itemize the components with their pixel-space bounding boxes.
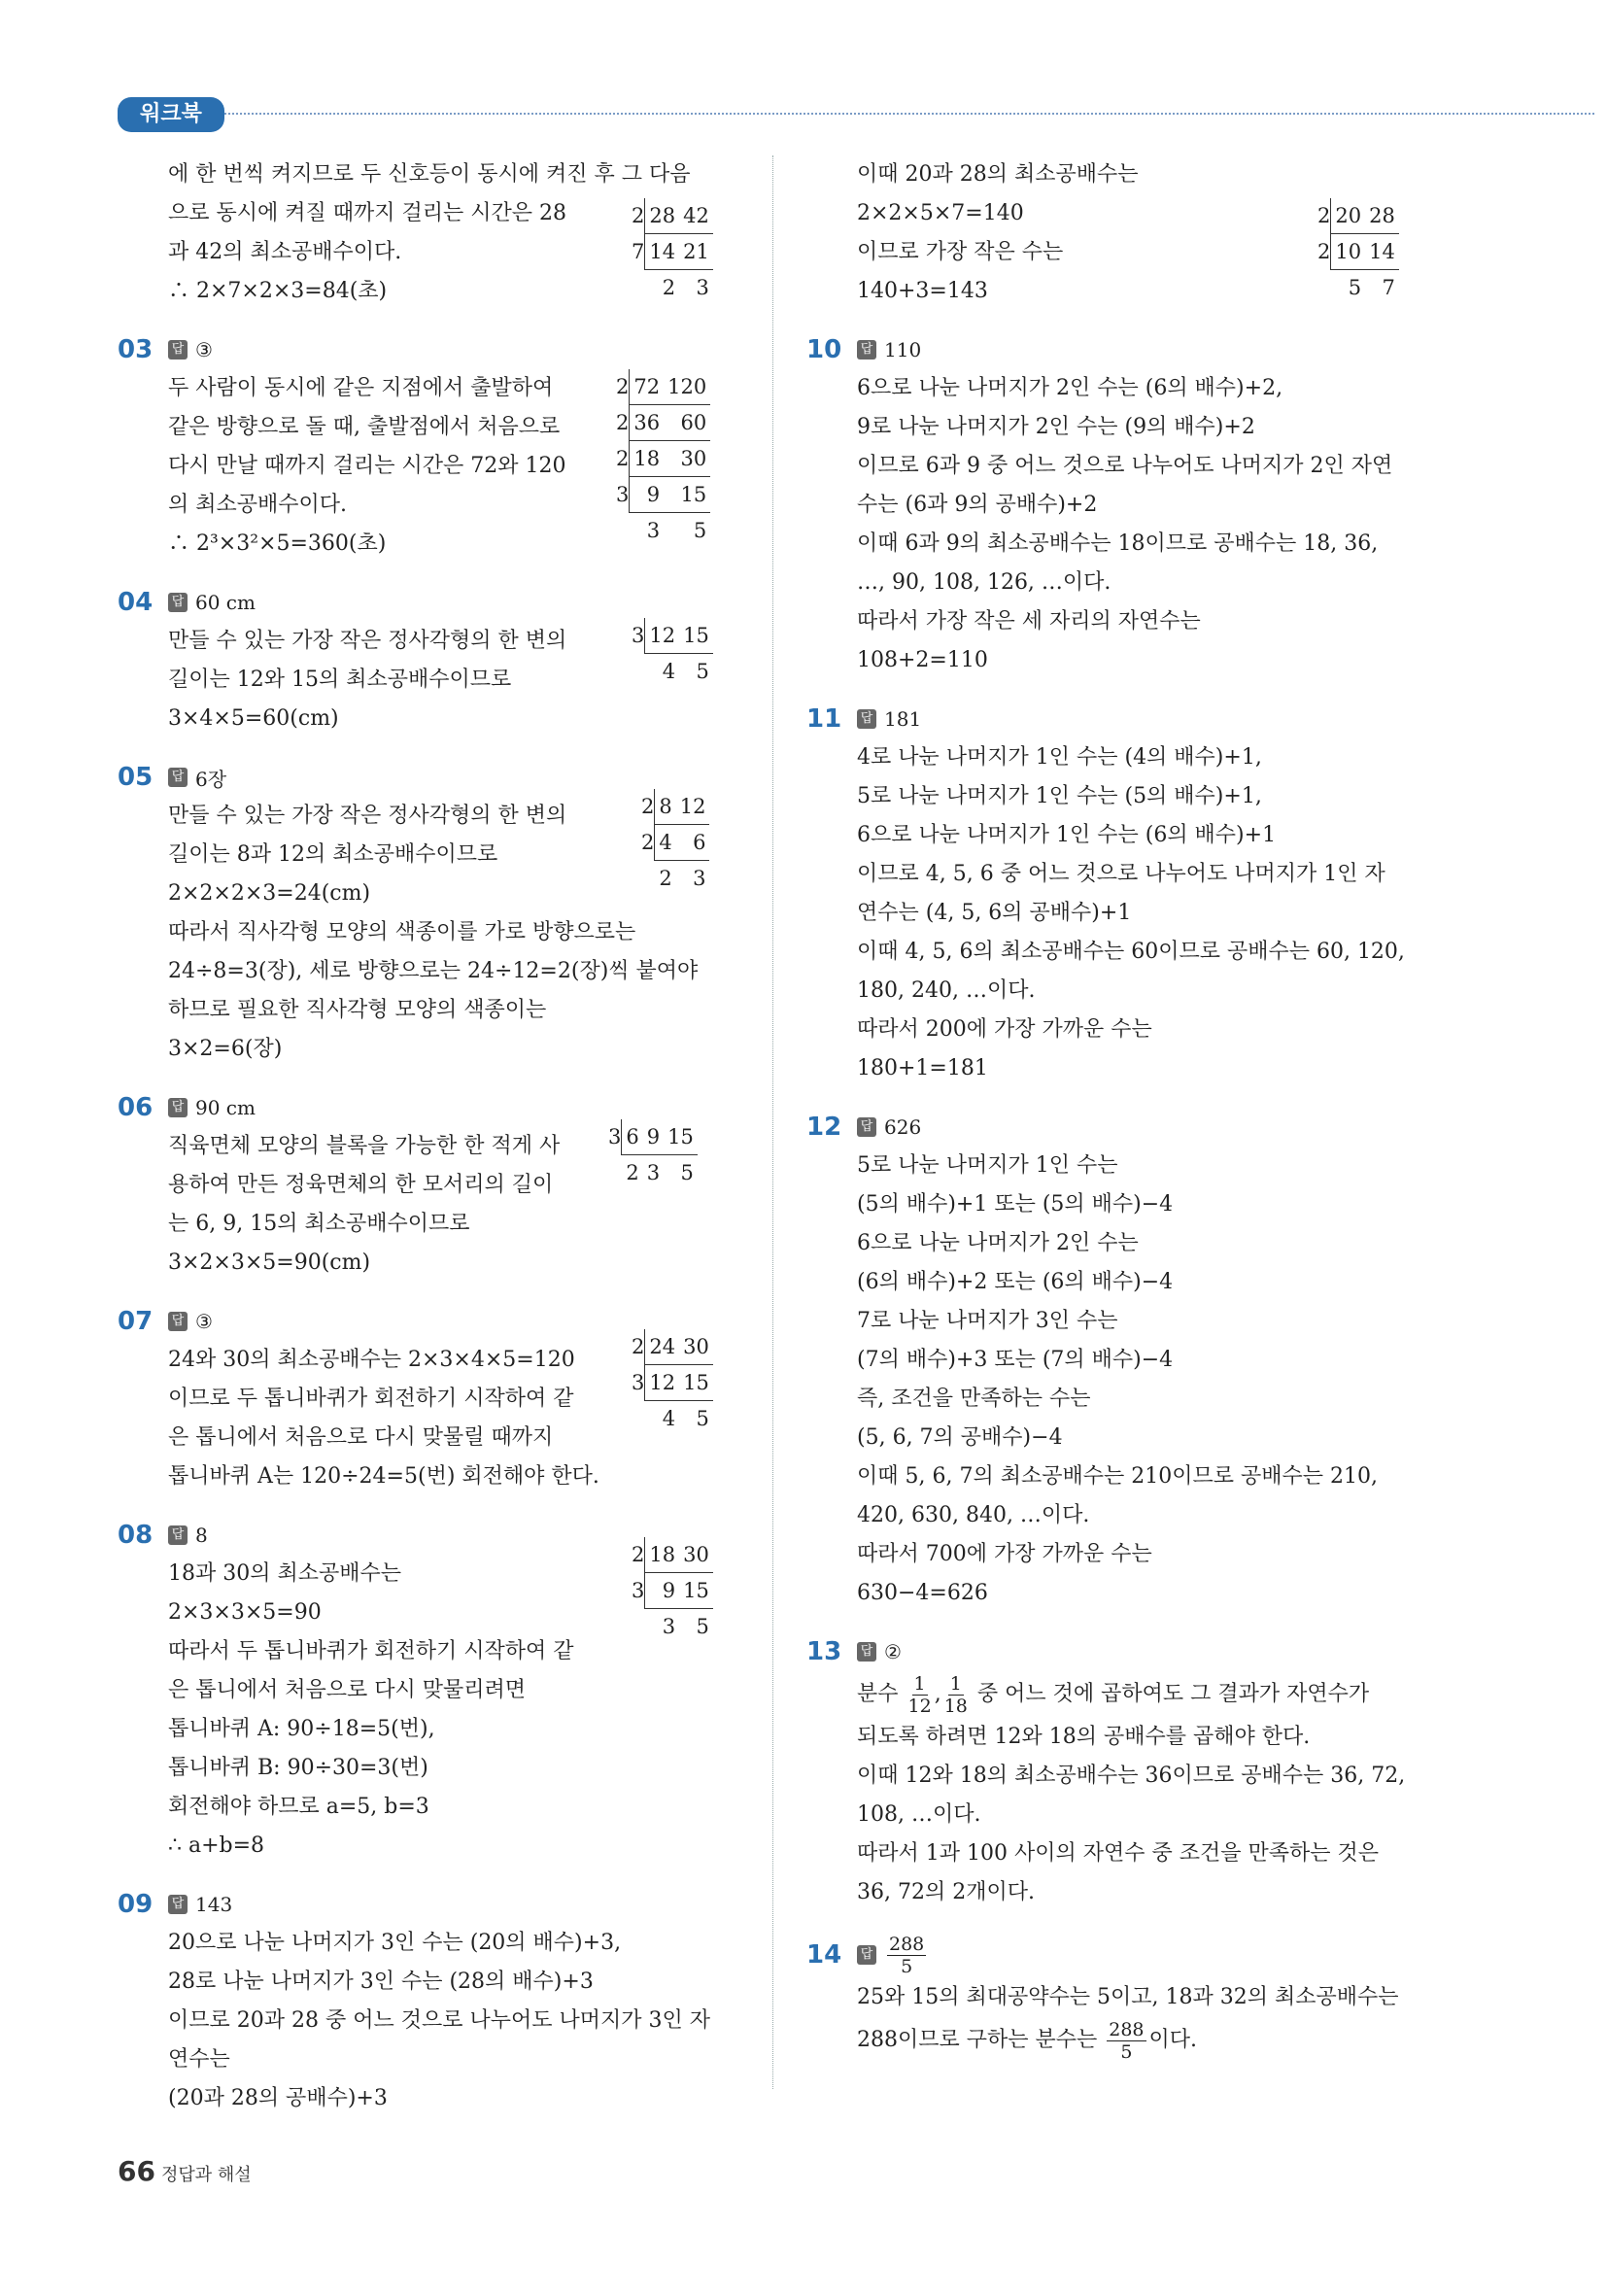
quotient-cell: 5 xyxy=(696,1615,709,1638)
denominator: 18 xyxy=(943,1695,968,1717)
quotient-cell: 24 xyxy=(645,1329,679,1365)
problem-number: 06 xyxy=(118,1093,154,1122)
solution-line: 630−4=626 xyxy=(857,1581,988,1605)
divisor: 2 xyxy=(632,204,645,228)
solution-line: 4로 나눈 나머지가 1인 수는 (4의 배수)+1, xyxy=(857,745,1262,770)
solution-line: 140+3=143 xyxy=(857,279,988,303)
answer-icon: 답 xyxy=(168,1895,188,1914)
solution-line: 28로 나눈 나머지가 3인 수는 (28의 배수)+3 xyxy=(168,1970,594,1994)
answer-icon: 답 xyxy=(857,340,876,360)
quotient-cell: 12 xyxy=(645,1365,679,1401)
quotient-cell: 30 xyxy=(679,1537,713,1573)
answer: ② xyxy=(884,1640,902,1663)
solution-line: 두 사람이 동시에 같은 지점에서 출발하여 xyxy=(168,376,554,400)
answer: 143 xyxy=(195,1893,233,1916)
answer-icon: 답 xyxy=(168,340,188,360)
solution-line: 20으로 나눈 나머지가 3인 수는 (20의 배수)+3, xyxy=(168,1931,622,1955)
quotient-cell: 6 xyxy=(622,1119,643,1155)
denominator: 12 xyxy=(907,1695,932,1717)
division-table xyxy=(628,618,713,689)
problem-14 xyxy=(806,1932,1428,2064)
division-ladder xyxy=(628,198,713,305)
problem-11 xyxy=(806,700,1428,1088)
solution-line: 용하여 만든 정육면체의 한 모서리의 길이 xyxy=(168,1173,554,1197)
problem-number: 10 xyxy=(806,335,842,364)
solution-line: 의 최소공배수이다. xyxy=(168,493,348,517)
solution-line: 이므로 4, 5, 6 중 어느 것으로 나누어도 나머지가 1인 자 xyxy=(857,862,1385,886)
quotient-cell: 21 xyxy=(679,234,713,270)
problem-number: 11 xyxy=(806,704,842,734)
solution-line: 으로 동시에 켜질 때까지 걸리는 시간은 28 xyxy=(168,201,566,225)
solution-line: 이때 4, 5, 6의 최소공배수는 60이므로 공배수는 60, 120, xyxy=(857,940,1405,964)
quotient-cell: 6 xyxy=(676,825,710,861)
divisor: 3 xyxy=(632,624,645,648)
quotient-cell: 5 xyxy=(696,1407,709,1430)
answer-icon: 답 xyxy=(168,1312,188,1331)
numerator: 288 xyxy=(889,1933,925,1955)
solution-line: (20과 28의 공배수)+3 xyxy=(168,2086,388,2110)
divisor: 2 xyxy=(641,831,655,854)
solution-line: 따라서 직사각형 모양의 색종이를 가로 방향으로는 xyxy=(168,920,636,944)
solution-line: 만들 수 있는 가장 작은 정사각형의 한 변의 xyxy=(168,804,567,828)
problem-number: 04 xyxy=(118,588,154,617)
solution-line: 과 42의 최소공배수이다. xyxy=(168,240,402,264)
quotient-cell: 36 xyxy=(630,405,664,441)
solution-line: 은 톱니에서 처음으로 다시 맞물릴 때까지 xyxy=(168,1425,554,1450)
quotient-cell: 10 xyxy=(1331,234,1365,270)
quotient-cell: 5 xyxy=(696,660,709,683)
quotient-cell: 3 xyxy=(693,867,706,890)
division-table xyxy=(604,1119,698,1190)
denominator: 5 xyxy=(1120,2040,1133,2063)
solution-line: 36, 72의 2개이다. xyxy=(857,1880,1035,1904)
answer: ③ xyxy=(195,338,213,361)
solution-line: 2×2×5×7=140 xyxy=(857,201,1024,225)
solution-line: 따라서 가장 작은 세 자리의 자연수는 xyxy=(857,609,1201,634)
divisor: 3 xyxy=(632,1371,645,1394)
divisor: 3 xyxy=(632,1579,645,1602)
quotient-cell: 2 xyxy=(662,276,676,299)
answer-icon: 답 xyxy=(168,1098,188,1117)
solution-line: 108+2=110 xyxy=(857,648,988,672)
solution-line: (7의 배수)+3 또는 (7의 배수)−4 xyxy=(857,1348,1174,1372)
solution-line xyxy=(806,2017,1428,2064)
text: 분수 xyxy=(857,1682,906,1706)
answer: 110 xyxy=(884,338,922,361)
divisor: 2 xyxy=(632,1543,645,1567)
quotient-cell: 28 xyxy=(1365,198,1399,234)
divisor xyxy=(604,1155,622,1191)
separator: , xyxy=(934,1682,941,1706)
division-table xyxy=(637,789,709,896)
solution-line: 연수는 xyxy=(168,2047,230,2072)
quotient-cell: 15 xyxy=(679,1365,713,1401)
quotient-cell: 3 xyxy=(662,1615,676,1638)
solution-line xyxy=(806,1671,1428,1718)
solution-line: 3×2×3×5=90(cm) xyxy=(168,1251,371,1275)
quotient-cell: 20 xyxy=(1331,198,1365,234)
solution-line: (6의 배수)+2 또는 (6의 배수)−4 xyxy=(857,1270,1174,1294)
division-ladder xyxy=(628,618,713,689)
solution-line: 은 톱니에서 처음으로 다시 맞물리려면 xyxy=(168,1678,527,1702)
quotient-cell: 5 xyxy=(693,519,707,542)
solution-line: 3×2=6(장) xyxy=(168,1037,283,1061)
quotient-cell: 4 xyxy=(662,660,676,683)
answer: 8 xyxy=(195,1524,208,1547)
answer: 181 xyxy=(884,707,922,731)
divisor: 2 xyxy=(616,447,630,470)
divisor: 7 xyxy=(632,240,645,263)
solution-line: 이때 6과 9의 최소공배수는 18이므로 공배수는 18, 36, xyxy=(857,531,1379,556)
solution-line: 24÷8=3(장), 세로 방향으로는 24÷12=2(장)씩 붙여야 xyxy=(168,959,699,983)
solution-text xyxy=(806,1978,1428,2017)
solution-line: 24와 30의 최소공배수는 2×3×4×5=120 xyxy=(168,1348,575,1372)
answer-icon: 답 xyxy=(857,709,876,729)
answer-icon: 답 xyxy=(857,1117,876,1137)
solution-line: 5로 나눈 나머지가 1인 수는 xyxy=(857,1153,1118,1178)
solution-line: (5의 배수)+1 또는 (5의 배수)−4 xyxy=(857,1192,1174,1217)
solution-line: 따라서 두 톱니바퀴가 회전하기 시작하여 같 xyxy=(168,1639,574,1663)
solution-line: 만들 수 있는 가장 작은 정사각형의 한 변의 xyxy=(168,629,567,653)
problem-number: 14 xyxy=(806,1940,842,1970)
solution-line: 같은 방향으로 돌 때, 출발점에서 처음으로 xyxy=(168,415,561,439)
denominator: 5 xyxy=(901,1955,913,1977)
numerator: 1 xyxy=(949,1672,962,1695)
answer-icon: 답 xyxy=(857,1945,876,1965)
quotient-cell: 18 xyxy=(645,1537,679,1573)
divisor: 2 xyxy=(616,411,630,434)
answer-fraction xyxy=(887,1934,926,1977)
answer-icon: 답 xyxy=(168,593,188,612)
quotient-cell: 12 xyxy=(676,789,710,825)
solution-line: 되도록 하려면 12와 18의 공배수를 곱해야 한다. xyxy=(857,1725,1311,1749)
solution-line: 이므로 20과 28 중 어느 것으로 나누어도 나머지가 3인 자 xyxy=(168,2008,710,2033)
division-ladder xyxy=(628,1537,713,1644)
solution-line: ∴ 2×7×2×3=84(초) xyxy=(168,279,388,303)
problem-12 xyxy=(806,1108,1428,1613)
quotient-cell: 2 xyxy=(659,867,672,890)
problem-number: 03 xyxy=(118,335,154,364)
quotient-cell: 8 xyxy=(655,789,676,825)
solution-line: 180, 240, …이다. xyxy=(857,978,1036,1003)
solution-line: 9로 나눈 나머지가 2인 수는 (9의 배수)+2 xyxy=(857,415,1255,439)
solution-line: 이때 20과 28의 최소공배수는 xyxy=(857,162,1139,187)
solution-line: ∴ a+b=8 xyxy=(168,1833,265,1858)
fraction xyxy=(1107,2019,1145,2063)
divisor xyxy=(628,654,645,690)
quotient-cell: 15 xyxy=(679,618,713,654)
problem-10 xyxy=(806,330,1428,680)
quotient-cell: 9 xyxy=(645,1573,679,1609)
header-dotted-line xyxy=(224,113,1594,115)
solution-line: 180+1=181 xyxy=(857,1056,988,1080)
division-ladder xyxy=(612,369,710,548)
quotient-cell: 3 xyxy=(646,1161,661,1184)
division-table xyxy=(1314,198,1399,305)
problem-number: 08 xyxy=(118,1521,154,1550)
solution-line: 에 한 번씩 켜지므로 두 신호등이 동시에 켜진 후 그 다음 xyxy=(168,162,691,187)
quotient-cell: 12 xyxy=(645,618,679,654)
quotient-cell: 9 xyxy=(643,1119,664,1155)
solution-text xyxy=(806,369,1428,680)
solution-line: 톱니바퀴 B: 90÷30=3(번) xyxy=(168,1756,428,1780)
problem-number: 12 xyxy=(806,1113,842,1142)
solution-line: 6으로 나눈 나머지가 2인 수는 (6의 배수)+2, xyxy=(857,376,1283,400)
solution-line: 는 6, 9, 15의 최소공배수이므로 xyxy=(168,1212,470,1236)
division-ladder xyxy=(637,789,709,896)
problem-09 xyxy=(118,1885,739,2118)
divisor: 2 xyxy=(1317,204,1331,228)
quotient-cell: 3 xyxy=(696,276,709,299)
quotient-cell: 15 xyxy=(679,1573,713,1609)
quotient-cell: 14 xyxy=(645,234,679,270)
solution-line: 420, 630, 840, …이다. xyxy=(857,1503,1090,1527)
quotient-cell: 7 xyxy=(1382,276,1395,299)
solution-line: 하므로 필요한 직사각형 모양의 색종이는 xyxy=(168,998,547,1022)
section-tab: 워크북 xyxy=(118,97,224,132)
answer: 90 cm xyxy=(195,1096,256,1119)
division-ladder xyxy=(1314,198,1399,305)
answer: 60 cm xyxy=(195,591,256,614)
fraction xyxy=(908,1673,932,1717)
solution-line: 톱니바퀴 A는 120÷24=5(번) 회전해야 한다. xyxy=(168,1464,599,1489)
divisor: 2 xyxy=(616,375,630,399)
solution-line: 길이는 12와 15의 최소공배수이므로 xyxy=(168,668,512,692)
solution-line: 따라서 1과 100 사이의 자연수 중 조건을 만족하는 것은 xyxy=(857,1841,1379,1866)
divisor xyxy=(628,1609,645,1645)
fraction xyxy=(944,1673,968,1717)
right-column xyxy=(806,155,1428,2064)
solution-text xyxy=(806,1147,1428,1613)
solution-line: 회전해야 하므로 a=5, b=3 xyxy=(168,1795,429,1819)
problem-number: 05 xyxy=(118,763,154,792)
solution-line: 직육면체 모양의 블록을 가능한 한 적게 사 xyxy=(168,1134,561,1158)
solution-line: 다시 만날 때까지 걸리는 시간은 72와 120 xyxy=(168,454,566,478)
quotient-cell: 2 xyxy=(626,1161,639,1184)
division-table xyxy=(612,369,710,548)
division-table xyxy=(628,1329,713,1436)
answer-icon: 답 xyxy=(168,1525,188,1545)
divisor xyxy=(628,1401,645,1437)
solution-line: 길이는 8과 12의 최소공배수이므로 xyxy=(168,842,498,867)
quotient-cell: 4 xyxy=(655,825,676,861)
division-table xyxy=(628,198,713,305)
solution-line: 7로 나눈 나머지가 3인 수는 xyxy=(857,1309,1118,1333)
solution-line: 이므로 6과 9 중 어느 것으로 나누어도 나머지가 2인 자연 xyxy=(857,454,1393,478)
solution-line: 이므로 가장 작은 수는 xyxy=(857,240,1064,264)
solution-line: 따라서 700에 가장 가까운 수는 xyxy=(857,1542,1152,1566)
divisor xyxy=(612,513,630,549)
divisor: 2 xyxy=(632,1335,645,1359)
quotient-cell: 28 xyxy=(645,198,679,234)
column-divider xyxy=(772,155,773,2089)
answer-icon: 답 xyxy=(857,1642,876,1662)
answer: 626 xyxy=(884,1115,922,1139)
divisor: 3 xyxy=(608,1125,622,1149)
quotient-cell: 120 xyxy=(664,369,710,405)
solution-line: 수는 (6과 9의 공배수)+2 xyxy=(857,493,1098,517)
solution-line: 톱니바퀴 A: 90÷18=5(번), xyxy=(168,1717,435,1741)
quotient-cell: 72 xyxy=(630,369,664,405)
solution-line: 즉, 조건을 만족하는 수는 xyxy=(857,1387,1091,1411)
quotient-cell: 15 xyxy=(664,477,710,513)
divisor xyxy=(1314,270,1331,306)
problem-number: 13 xyxy=(806,1637,842,1666)
solution-text xyxy=(118,1924,739,2118)
solution-line: 이때 12와 18의 최소공배수는 36이므로 공배수는 36, 72, xyxy=(857,1764,1406,1788)
divisor: 2 xyxy=(1317,240,1331,263)
solution-line: …, 90, 108, 126, …이다. xyxy=(857,570,1111,595)
solution-text xyxy=(806,738,1428,1088)
divisor: 3 xyxy=(616,483,630,506)
problem-number: 09 xyxy=(118,1890,154,1919)
quotient-cell: 5 xyxy=(1348,276,1362,299)
solution-line: 2×3×3×5=90 xyxy=(168,1600,322,1625)
quotient-cell: 14 xyxy=(1365,234,1399,270)
solution-line: 3×4×5=60(cm) xyxy=(168,706,339,731)
divisor: 2 xyxy=(641,795,655,819)
solution-text xyxy=(806,1718,1428,1912)
quotient-cell: 42 xyxy=(679,198,713,234)
solution-line: 5로 나눈 나머지가 1인 수는 (5의 배수)+1, xyxy=(857,784,1262,808)
quotient-cell: 4 xyxy=(662,1407,676,1430)
text: 이다. xyxy=(1148,2028,1198,2052)
solution-line: 108, …이다. xyxy=(857,1802,981,1827)
problem-13 xyxy=(806,1632,1428,1912)
solution-line: 25와 15의 최대공약수는 5이고, 18과 32의 최소공배수는 xyxy=(857,1985,1399,2009)
solution-line: 연수는 (4, 5, 6의 공배수)+1 xyxy=(857,901,1132,925)
solution-line: 따라서 200에 가장 가까운 수는 xyxy=(857,1017,1152,1042)
solution-line: 6으로 나눈 나머지가 1인 수는 (6의 배수)+1 xyxy=(857,823,1277,847)
quotient-cell: 3 xyxy=(646,519,661,542)
answer-icon: 답 xyxy=(168,768,188,787)
solution-line: (5, 6, 7의 공배수)−4 xyxy=(857,1425,1063,1450)
division-ladder xyxy=(604,1119,698,1190)
numerator: 288 xyxy=(1109,2018,1145,2040)
solution-line: 이때 5, 6, 7의 최소공배수는 210이므로 공배수는 210, xyxy=(857,1464,1378,1489)
solution-line: 18과 30의 최소공배수는 xyxy=(168,1561,401,1586)
page-footer xyxy=(118,2155,252,2187)
answer: ③ xyxy=(195,1310,213,1333)
solution-line: 6으로 나눈 나머지가 2인 수는 xyxy=(857,1231,1139,1255)
division-ladder xyxy=(628,1329,713,1436)
quotient-cell: 18 xyxy=(630,441,664,477)
text: 중 어느 것에 곱하여도 그 결과가 자연수가 xyxy=(970,1682,1370,1706)
division-table xyxy=(628,1537,713,1644)
solution-line: 이므로 두 톱니바퀴가 회전하기 시작하여 같 xyxy=(168,1387,574,1411)
numerator: 1 xyxy=(913,1672,926,1695)
quotient-cell: 15 xyxy=(664,1119,698,1155)
answer: 6장 xyxy=(195,767,227,791)
quotient-cell: 30 xyxy=(664,441,710,477)
problem-number: 07 xyxy=(118,1307,154,1336)
footer-label: 정답과 해설 xyxy=(160,2165,252,2185)
quotient-cell: 30 xyxy=(679,1329,713,1365)
page-number: 66 xyxy=(118,2155,155,2187)
solution-line: ∴ 2³×3²×5=360(초) xyxy=(168,531,387,556)
divisor xyxy=(628,270,645,306)
divisor xyxy=(637,861,655,897)
quotient-cell: 60 xyxy=(664,405,710,441)
quotient-cell: 5 xyxy=(680,1161,694,1184)
quotient-cell: 9 xyxy=(630,477,664,513)
solution-line: 2×2×2×3=24(cm) xyxy=(168,881,371,906)
text: 288이므로 구하는 분수는 xyxy=(857,2028,1105,2052)
